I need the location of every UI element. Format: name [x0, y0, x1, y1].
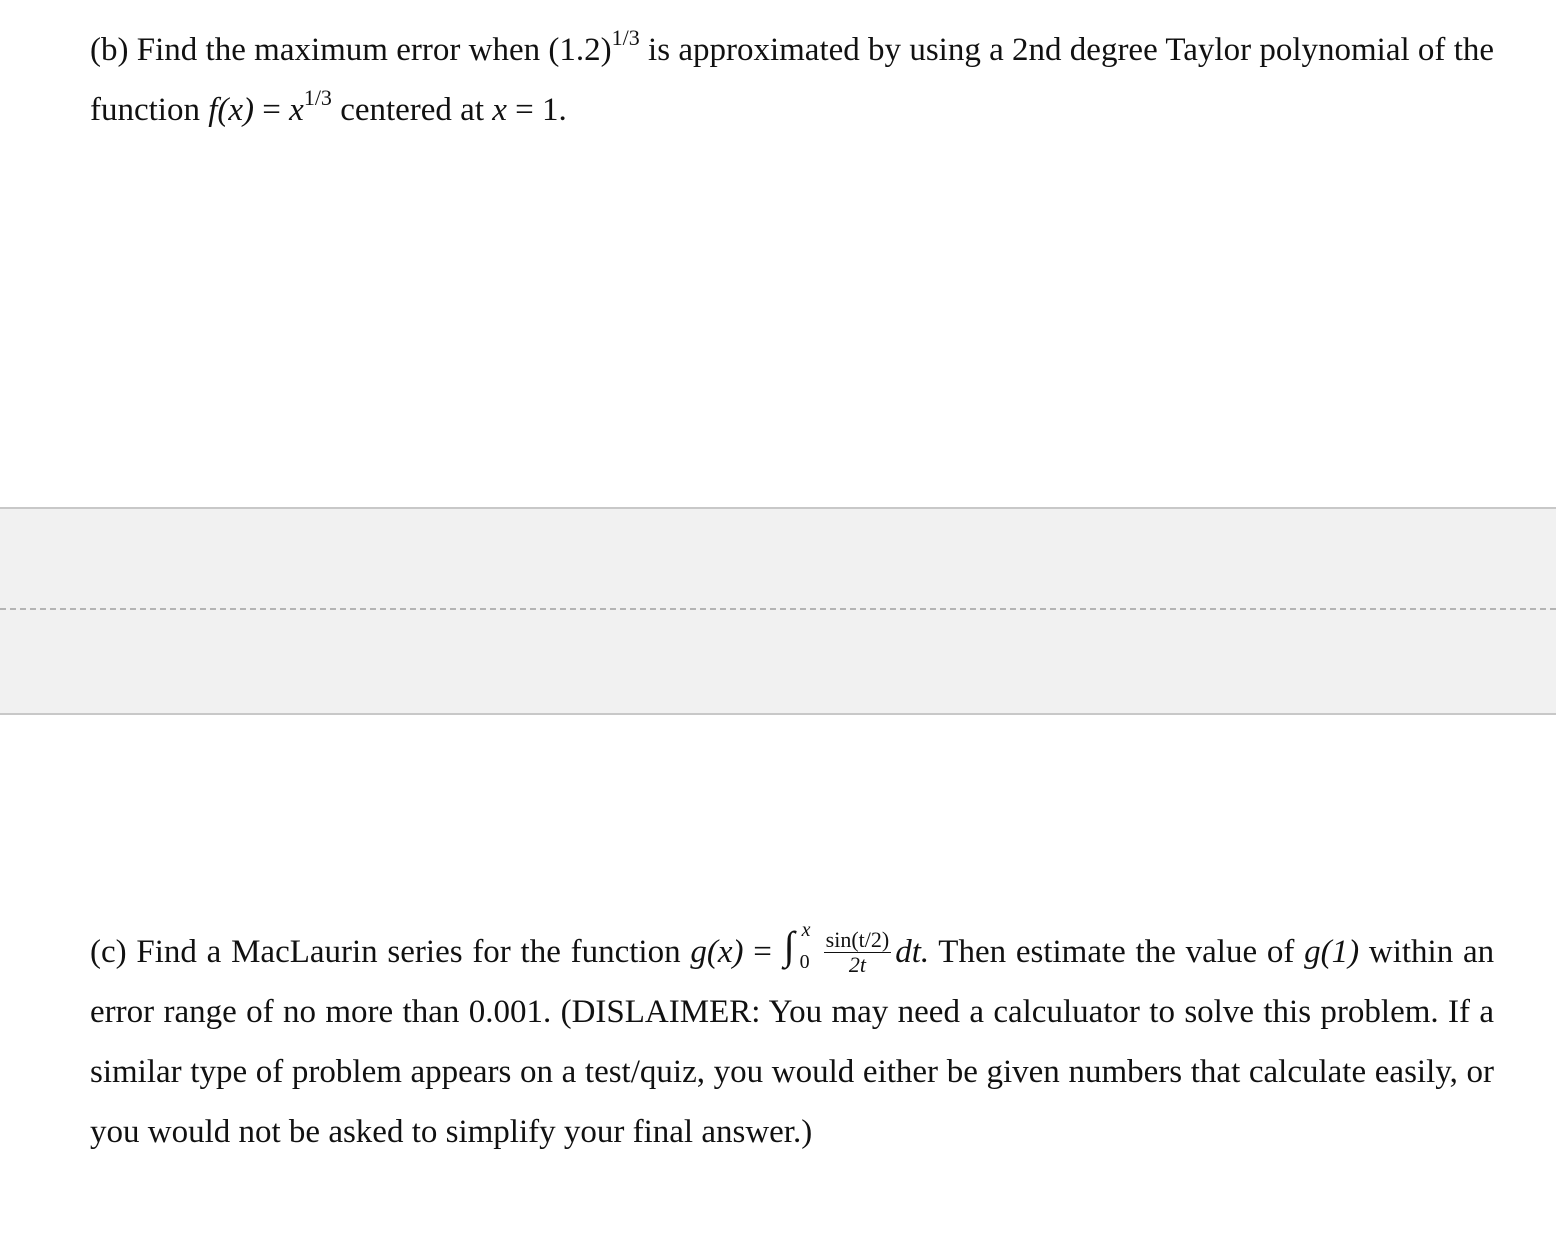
- problem-b-center-var: x: [492, 92, 507, 128]
- problem-c-text-1: Find a MacLaurin series for the function: [136, 934, 681, 970]
- integrand-fraction: [824, 928, 892, 977]
- problem-b-func-rhs: [289, 85, 332, 128]
- problem-b-func-lhs: f(x): [208, 92, 255, 128]
- problem-b-text-2: is approximated by using a 2nd degree Taylor polynomial of the function: [90, 32, 1495, 128]
- problem-c-eval-expr: g(1): [1304, 934, 1360, 970]
- problem-c: [90, 919, 1495, 1162]
- problem-b-equals-2: =: [515, 92, 534, 128]
- problem-b: [90, 20, 1494, 140]
- problem-c-text-3: within an error range of no more than 0.001.: [90, 934, 1495, 1030]
- integral-differential: dt.: [895, 934, 930, 970]
- problem-b-equals: =: [262, 92, 281, 128]
- problem-b-label: (b): [90, 32, 129, 68]
- problem-c-disclaimer: (DISLAIMER: You may need a calculuator to solve this problem. If a similar type of problem appears on a test/quiz, you would either be given numbers that calculate easily, or you would not be asked to simplify your final answer.): [90, 994, 1494, 1150]
- problem-b-text-3: centered at: [340, 92, 484, 128]
- integral-symbol: [782, 919, 818, 973]
- problem-b-text-1: Find the maximum error when: [136, 32, 541, 68]
- integral-sign: ∫: [783, 923, 795, 968]
- problem-b-func-base: x: [289, 92, 304, 128]
- problem-b-text: [90, 20, 1494, 140]
- problem-c-text-2: Then estimate the value of: [938, 934, 1295, 970]
- problem-b-value-base: (1.2): [548, 32, 612, 68]
- problem-b-func-exp: 1/3: [303, 85, 332, 110]
- problem-b-value-exp: 1/3: [611, 25, 640, 50]
- problem-c-func-lhs: g(x): [690, 934, 744, 970]
- page-break-dashed-line: [0, 608, 1556, 610]
- page-break: [0, 507, 1556, 715]
- problem-b-value: [548, 25, 640, 68]
- problem-b-center-value: 1.: [542, 92, 567, 128]
- integrand-numerator: sin(t/2): [825, 927, 890, 952]
- integrand-denominator: 2t: [848, 952, 866, 977]
- problem-c-label: (c): [90, 934, 127, 970]
- integral-upper-limit: x: [801, 919, 811, 941]
- problem-c-equals: =: [753, 934, 772, 970]
- problem-c-text: [90, 919, 1495, 1162]
- integral-lower-limit: 0: [799, 951, 810, 973]
